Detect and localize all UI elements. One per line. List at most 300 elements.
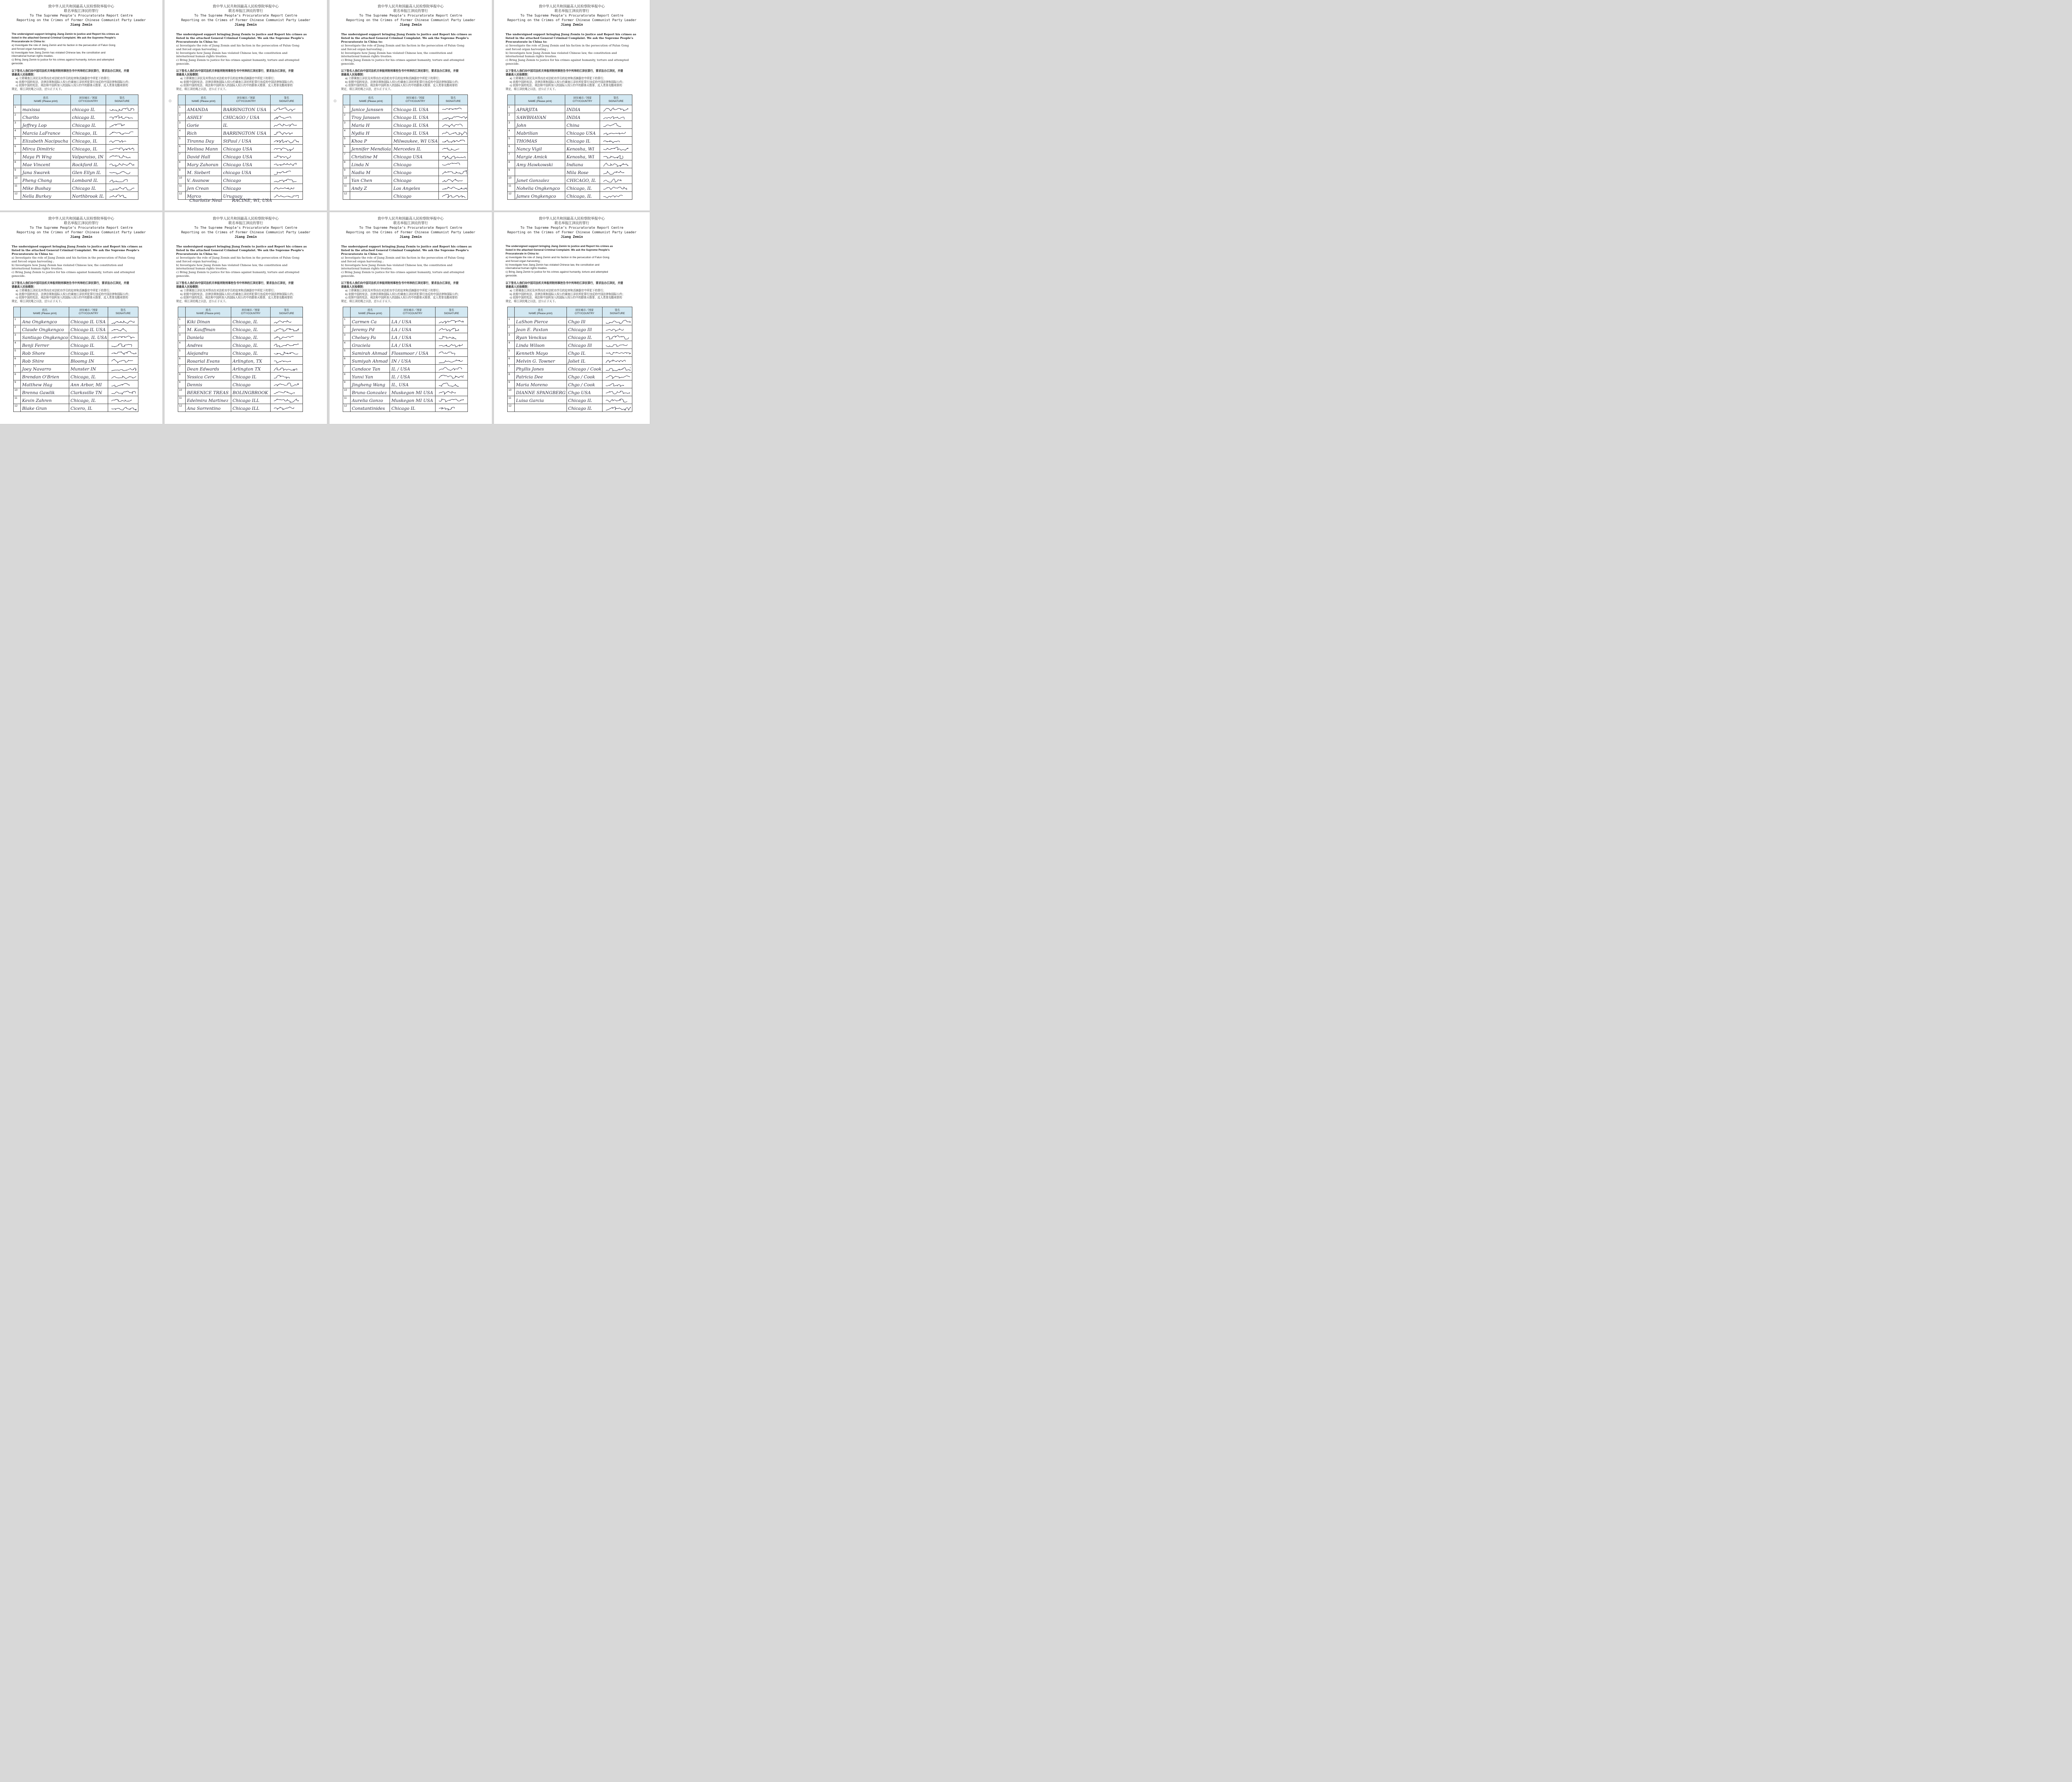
signature-stroke <box>109 108 134 111</box>
signer-name: Yunxi Yan <box>351 372 390 380</box>
row-number: 8 <box>14 160 21 168</box>
row-number: 5 <box>14 349 21 356</box>
signature-stroke <box>274 328 299 331</box>
row-number: 1 <box>508 317 515 325</box>
signer-name: Linda N <box>350 160 392 168</box>
table-row <box>14 325 138 333</box>
signature-cell <box>436 364 468 372</box>
intro-cn-lead: 请最高人民检察院： <box>341 285 366 288</box>
signature-header-cn: 签名 <box>613 96 619 99</box>
signature-cell <box>108 404 138 412</box>
signature-cell <box>439 136 468 144</box>
signer-city: Chicago, IL <box>231 325 271 333</box>
table-row <box>178 152 303 160</box>
row-number: 8 <box>178 372 186 380</box>
intro-cn-item-c: 规定，将江泽民绳之以法，还公正于天下。 <box>176 88 228 91</box>
row-number: 3 <box>508 333 515 341</box>
signature-cell <box>439 121 468 128</box>
signer-name <box>350 191 392 199</box>
signature-cell <box>108 317 138 325</box>
intro-en-item-b: international human rights treaties. <box>12 55 54 58</box>
signer-name: Marco <box>186 191 222 199</box>
table-row <box>343 341 468 349</box>
row-number: 12 <box>508 404 515 412</box>
row-number: 7 <box>178 364 186 372</box>
signer-city: Chicago IL <box>69 341 108 349</box>
signature-cell <box>271 168 303 176</box>
extra-signer-city: RACINE, WI, USA <box>232 198 272 203</box>
signature-stroke <box>111 328 126 332</box>
handwritten-signature <box>111 334 136 340</box>
row-number: 10 <box>14 176 21 184</box>
intro-cn-item-b: b) 依照中国的宪法、法律法规和国际人权公约调查江泽民所犯罪行违反的中国法律和国际公约； <box>180 80 296 84</box>
row-number: 10 <box>14 388 21 396</box>
table-row <box>14 152 138 160</box>
signer-name: Alejandra <box>186 349 231 356</box>
signer-city: Chicago, IL <box>69 372 108 380</box>
punch-hole <box>169 99 172 102</box>
signature-stroke <box>274 132 293 135</box>
signature-stroke <box>442 187 467 189</box>
signature-cell <box>271 356 303 364</box>
intro-en-item-a: a) Investigate the role of Jiang Zemin and his faction in the persecution of Falun Gong <box>12 256 135 259</box>
sheet-header <box>329 216 492 239</box>
city-header-cn: 居住城市／国家 <box>79 96 97 99</box>
table-row <box>508 176 632 184</box>
signature-column-header <box>603 307 632 317</box>
header-cn-line1: 致中华人民共和国最高人民检察院举报中心 <box>539 216 605 220</box>
signer-name: Ana Ongkengco <box>21 317 69 325</box>
signer-city: Chicago IL USA <box>392 105 439 113</box>
signature-stroke <box>606 399 627 402</box>
signature-table-header <box>343 94 468 105</box>
intro-cn-lead: 请最高人民检察院： <box>176 73 201 76</box>
intro-cn-lead: 以下签名人我们向中国司法机关举报所附刑事控告书中列举的江泽民罪行，要求法办江泽民，并提 <box>506 282 623 285</box>
signer-city: Munster IN <box>69 364 108 372</box>
intro-en-item-b: b) Investigate how Jiang Zemin has violated Chinese law, the constitution and <box>341 51 453 55</box>
row-number: 3 <box>178 121 186 128</box>
intro-cn-item-a: a) 立即调查江泽民及其帮凶在对法轮功学员的迫害和活摘器官中所犯下的罪行； <box>345 289 441 292</box>
signature-stroke <box>109 148 134 150</box>
table-row <box>14 356 138 364</box>
signer-city: Chicago, IL <box>70 128 106 136</box>
signature-stroke <box>109 116 133 119</box>
intro-cn-item-c: c) 依照中国的宪法、刑法和中国所加入的国际人权公约中的群体灭绝罪、反人类罪及酷刑罪的 <box>345 296 458 300</box>
signature-cell <box>106 105 138 113</box>
row-number: 12 <box>343 191 350 199</box>
signer-name: Christine M <box>350 152 392 160</box>
signer-name: Rich <box>186 128 222 136</box>
handwritten-signature <box>273 177 299 183</box>
intro-en-line: The undersigned support bringing Jiang Zemin to justice and Report his crimes as <box>341 33 472 36</box>
table-row <box>14 144 138 152</box>
intro-cn-item-a: a) 立即调查江泽民及其帮凶在对法轮功学员的迫害和活摘器官中所犯下的罪行； <box>510 289 606 292</box>
row-number: 7 <box>14 152 21 160</box>
signer-name: Janet Gonzalez <box>515 176 565 184</box>
row-number: 3 <box>178 333 186 341</box>
english-intro <box>176 245 317 278</box>
signature-cell <box>600 152 632 160</box>
english-intro <box>506 33 640 66</box>
intro-en-item-c: genocide. <box>506 274 518 278</box>
intro-en-item-a: and forced organ harvesting ; <box>12 47 47 51</box>
signature-cell <box>600 121 632 128</box>
intro-en-item-a: and forced organ harvesting ; <box>506 259 541 263</box>
signature-cell <box>600 113 632 121</box>
signer-city: Rockford IL <box>70 160 106 168</box>
signer-city: LA / USA <box>390 333 436 341</box>
name-header-cn: 姓名 <box>43 96 48 99</box>
table-row <box>508 144 632 152</box>
signer-name: Ana Sorrentino <box>186 404 231 412</box>
signer-city: Chicago, IL <box>70 144 106 152</box>
table-row <box>14 160 138 168</box>
row-number: 4 <box>178 341 186 349</box>
signature-stroke <box>606 383 624 386</box>
header-en-line2: Reporting on the Crimes of Former Chinese Communist Party Leader <box>181 18 310 22</box>
signer-city: Chicago IL <box>565 136 600 144</box>
handwritten-signature <box>273 334 299 340</box>
sheet-header <box>165 216 327 239</box>
intro-en-item-b: b) Investigate how Jiang Zemin has violated Chinese law, the constitution and <box>12 263 123 267</box>
handwritten-signature <box>603 146 628 152</box>
signer-name: Tiranna Day <box>186 136 222 144</box>
row-number: 5 <box>508 136 515 144</box>
city-header-cn: 居住城市／国家 <box>403 308 422 312</box>
signature-stroke <box>442 116 467 119</box>
intro-cn-item-a: a) 立即调查江泽民及其帮凶在对法轮功学员的迫害和活摘器官中所犯下的罪行； <box>16 289 112 292</box>
handwritten-signature <box>273 342 299 348</box>
handwritten-signature <box>111 374 136 380</box>
signer-city: Chicago IL <box>566 396 603 404</box>
table-row <box>14 349 138 356</box>
name-column-header <box>186 94 222 105</box>
header-en-line2: Reporting on the Crimes of Former Chinese Communist Party Leader <box>507 230 637 234</box>
signer-city: Lombard IL <box>70 176 106 184</box>
handwritten-signature <box>273 162 299 167</box>
signature-table-header <box>508 94 632 105</box>
intro-en-line: Procuratorate in China to: <box>12 252 53 256</box>
name-column-header <box>351 307 390 317</box>
signature-stroke <box>606 368 631 371</box>
signature-header-cn: 签名 <box>284 96 289 99</box>
signature-stroke <box>274 187 294 189</box>
row-number: 5 <box>14 136 21 144</box>
signer-city: Ann Arbor, MI <box>69 380 108 388</box>
intro-en-item-b: international human rights treaties. <box>12 267 63 271</box>
signature-cell <box>436 380 468 388</box>
intro-en-item-a: and forced organ harvesting ; <box>176 47 219 51</box>
name-header-en: NAME (Please print) <box>358 312 382 315</box>
city-header-cn: 居住城市／国家 <box>237 96 255 99</box>
row-number: 10 <box>178 388 186 396</box>
header-en-line3: Jiang Zemin <box>235 235 257 239</box>
signer-city: Chicago, IL <box>231 341 271 349</box>
table-row <box>343 380 468 388</box>
signature-stroke <box>439 367 462 370</box>
row-number: 5 <box>343 136 350 144</box>
row-number: 2 <box>14 325 21 333</box>
signer-name: Melissa Mann <box>186 144 222 152</box>
intro-en-item-a: and forced organ harvesting ; <box>506 47 548 51</box>
signature-stroke <box>603 108 628 111</box>
intro-en-item-b: international human rights treaties. <box>506 267 548 270</box>
handwritten-signature <box>438 319 464 324</box>
signature-cell <box>600 160 632 168</box>
sheet-header <box>329 4 492 27</box>
signature-cell <box>271 317 303 325</box>
signer-city: Mila Rose <box>565 168 600 176</box>
signer-name: Mirca Dimitric <box>21 144 71 152</box>
signature-cell <box>439 168 468 176</box>
intro-cn-item-b: b) 依照中国的宪法、法律法规和国际人权公约调查江泽民所犯罪行违反的中国法律和国际公约； <box>345 293 461 296</box>
header-en-line3: Jiang Zemin <box>561 235 583 239</box>
signature-cell <box>271 404 303 412</box>
city-header-cn: 居住城市／国家 <box>242 308 260 312</box>
signature-cell <box>271 349 303 356</box>
intro-en-item-b: b) Investigate how Jiang Zemin has violated Chinese law, the constitution and <box>12 51 106 54</box>
handwritten-signature <box>438 374 464 380</box>
row-number: 8 <box>508 372 515 380</box>
intro-cn-item-b: b) 依照中国的宪法、法律法规和国际人权公约调查江泽民所犯罪行违反的中国法律和国际公约； <box>180 293 296 296</box>
signer-name: Rob Shore <box>21 349 69 356</box>
table-row <box>508 380 632 388</box>
signature-cell <box>436 356 468 364</box>
header-en-line2: Reporting on the Crimes of Former Chinese Communist Party Leader <box>17 230 146 234</box>
punch-hole <box>334 99 336 102</box>
signature-cell <box>439 144 468 152</box>
signature-stroke <box>274 124 297 127</box>
signer-city: Chicago IL <box>566 333 603 341</box>
signature-stroke <box>111 399 131 402</box>
name-header-en: NAME (Please print) <box>528 312 553 315</box>
signer-city: Chicago IL USA <box>69 317 108 325</box>
signature-table <box>13 307 138 412</box>
signature-stroke <box>603 116 624 119</box>
header-cn-line2: 联名举报江泽民的罪行 <box>554 9 589 13</box>
handwritten-signature <box>441 169 467 175</box>
header-en-line3: Jiang Zemin <box>399 22 422 27</box>
handwritten-signature <box>273 358 299 364</box>
signer-city: Chicago, IL <box>231 317 271 325</box>
handwritten-signature <box>273 350 299 356</box>
row-number: 6 <box>14 144 21 152</box>
table-row <box>343 325 468 333</box>
signer-name: maxissa <box>21 105 71 113</box>
name-header-cn: 姓名 <box>537 96 543 99</box>
row-number: 3 <box>14 121 21 128</box>
signer-city: chicago IL <box>70 105 106 113</box>
handwritten-signature <box>441 130 467 136</box>
table-row <box>343 152 468 160</box>
table-row <box>508 372 632 380</box>
signature-stroke <box>274 352 298 355</box>
name-header-cn: 姓名 <box>42 308 48 312</box>
signature-cell <box>106 144 138 152</box>
signer-name: Rosarial Evans <box>186 356 231 364</box>
signer-city: Chicago <box>392 191 439 199</box>
signer-city: Chicago Ill <box>566 341 603 349</box>
row-number: 9 <box>14 380 21 388</box>
chinese-intro <box>176 282 319 304</box>
signer-name: Matthew Hag <box>21 380 69 388</box>
row-number: 12 <box>14 404 21 412</box>
row-number: 9 <box>14 168 21 176</box>
intro-en-item-c: c) Bring Jiang Zemin to justice for his crimes against humanity, torture and attempted <box>506 271 608 274</box>
intro-en-item-a: and forced organ harvesting ; <box>176 259 219 263</box>
signer-name: Andy Z <box>350 184 392 191</box>
table-row <box>343 176 468 184</box>
table-row <box>14 113 138 121</box>
intro-en-item-c: c) Bring Jiang Zemin to justice for his crimes against humanity, torture and attempted <box>341 271 465 274</box>
city-header-en: CITY/COUNTRY <box>79 312 99 315</box>
signer-name: Margie Amick <box>515 152 565 160</box>
signature-cell <box>108 349 138 356</box>
handwritten-signature <box>109 138 134 144</box>
signature-table-header <box>14 94 138 105</box>
signer-name: Jen Crean <box>186 184 222 191</box>
intro-cn-item-c: 规定，将江泽民绳之以法，还公正于天下。 <box>12 88 64 91</box>
row-number: 9 <box>343 380 351 388</box>
handwritten-signature <box>273 193 299 199</box>
signer-city: Chicago USA <box>222 152 271 160</box>
signature-cell <box>436 372 468 380</box>
signer-city: Kenosha, WI <box>565 152 600 160</box>
signature-cell <box>271 333 303 341</box>
petition-sheet-1 <box>0 0 162 211</box>
signature-cell <box>108 372 138 380</box>
signature-column-header <box>271 94 303 105</box>
row-number: 8 <box>178 160 186 168</box>
city-column-header <box>392 94 439 105</box>
row-number: 8 <box>343 160 350 168</box>
signature-cell <box>439 184 468 191</box>
signer-city: Valparaiso, IN <box>70 152 106 160</box>
intro-en-line: Procuratorate in China to: <box>12 40 46 43</box>
header-cn-line1: 致中华人民共和国最高人民检察院举报中心 <box>378 216 444 220</box>
handwritten-signature <box>111 382 136 387</box>
signer-name: Phyllis Jones <box>515 364 567 372</box>
table-row <box>508 404 632 412</box>
row-number: 10 <box>343 176 350 184</box>
row-number: 11 <box>14 396 21 404</box>
signature-stroke <box>606 360 625 363</box>
intro-en-line: listed in the attached General Criminal Complaint. We ask the Supreme People’s <box>176 248 304 252</box>
intro-en-line: The undersigned support bringing Jiang Zemin to justice and Report his crimes as <box>341 245 472 248</box>
row-number: 10 <box>508 388 515 396</box>
table-row <box>343 404 468 412</box>
signature-cell <box>271 136 303 144</box>
signature-cell <box>271 160 303 168</box>
signature-stroke <box>439 344 462 347</box>
name-header-en: NAME (Please print) <box>528 99 552 103</box>
signature-stroke <box>274 108 295 111</box>
handwritten-signature <box>109 114 134 120</box>
signature-stroke <box>274 375 290 378</box>
handwritten-signature <box>441 177 467 183</box>
handwritten-signature <box>273 405 299 411</box>
signer-name: Carmen Ca <box>351 317 390 325</box>
row-number: 7 <box>508 152 515 160</box>
signature-stroke <box>439 336 456 339</box>
handwritten-signature <box>605 390 631 395</box>
row-number: 8 <box>14 372 21 380</box>
handwritten-signature <box>273 169 299 175</box>
city-column-header <box>222 94 271 105</box>
signature-cell <box>603 325 632 333</box>
signature-cell <box>439 113 468 121</box>
signer-city: IL, USA <box>390 380 436 388</box>
signature-cell <box>603 404 632 412</box>
handwritten-signature <box>273 319 299 324</box>
handwritten-signature <box>109 122 134 128</box>
intro-cn-lead: 以下签名人我们向中国司法机关举报所附刑事控告书中列举的江泽民罪行，要求法办江泽民，并提 <box>176 282 294 285</box>
signer-city: Milwaukee, WI USA <box>392 136 439 144</box>
handwritten-signature <box>109 169 134 175</box>
header-cn-line1: 致中华人民共和国最高人民检察院举报中心 <box>539 4 605 8</box>
header-en-line1: To The Supreme People’s Procuratorate Report Centre <box>520 225 624 230</box>
intro-en-item-b: b) Investigate how Jiang Zemin has violated Chinese law, the constitution and <box>176 263 288 267</box>
signature-rows <box>14 317 138 412</box>
row-number: 9 <box>508 380 515 388</box>
sheet-header <box>0 216 162 239</box>
signature-stroke <box>606 336 629 339</box>
header-cn-line2: 联名举报江泽民的罪行 <box>64 9 99 13</box>
signature-cell <box>106 121 138 128</box>
signer-city: Chicago, IL <box>565 184 600 191</box>
signer-city: INDIA <box>565 113 600 121</box>
handwritten-signature <box>441 146 467 152</box>
signature-cell <box>271 113 303 121</box>
signature-cell <box>436 396 468 404</box>
signer-city: StPaul / USA <box>222 136 271 144</box>
handwritten-signature <box>603 130 628 136</box>
row-number: 3 <box>343 121 350 128</box>
handwritten-signature <box>273 397 299 403</box>
signer-name: Nadia M <box>350 168 392 176</box>
signature-stroke <box>274 163 296 166</box>
signer-name: Janice Janssen <box>350 105 392 113</box>
signature-cell <box>108 396 138 404</box>
signer-city: Chgo IL <box>566 349 603 356</box>
signature-table-header <box>14 307 138 317</box>
signer-city: Chicago <box>222 184 271 191</box>
handwritten-signature <box>603 114 628 120</box>
handwritten-signature <box>273 122 299 128</box>
row-number: 6 <box>343 356 351 364</box>
signer-name: Linda Wilson <box>515 341 567 349</box>
row-number: 7 <box>508 364 515 372</box>
name-column-header <box>21 307 69 317</box>
signer-city: LA / USA <box>390 325 436 333</box>
signer-name: SAWBHAYAN <box>515 113 565 121</box>
name-column-header <box>515 307 567 317</box>
signature-rows <box>343 317 468 412</box>
header-cn-line2: 联名举报江泽民的罪行 <box>554 221 589 225</box>
signer-city: Chgo USA <box>566 388 603 396</box>
signature-column-header <box>106 94 138 105</box>
row-number: 2 <box>178 113 186 121</box>
signer-city: BARRINGTON USA <box>222 128 271 136</box>
row-number: 12 <box>508 191 515 199</box>
handwritten-signature <box>605 382 631 387</box>
table-row <box>508 105 632 113</box>
header-en-line1: To The Supreme People’s Procuratorate Report Centre <box>520 13 624 17</box>
signer-city: Muskegon MI USA <box>390 396 436 404</box>
handwritten-signature <box>273 327 299 332</box>
signature-column-header <box>271 307 303 317</box>
header-cn-line1: 致中华人民共和国最高人民检察院举报中心 <box>48 216 114 220</box>
